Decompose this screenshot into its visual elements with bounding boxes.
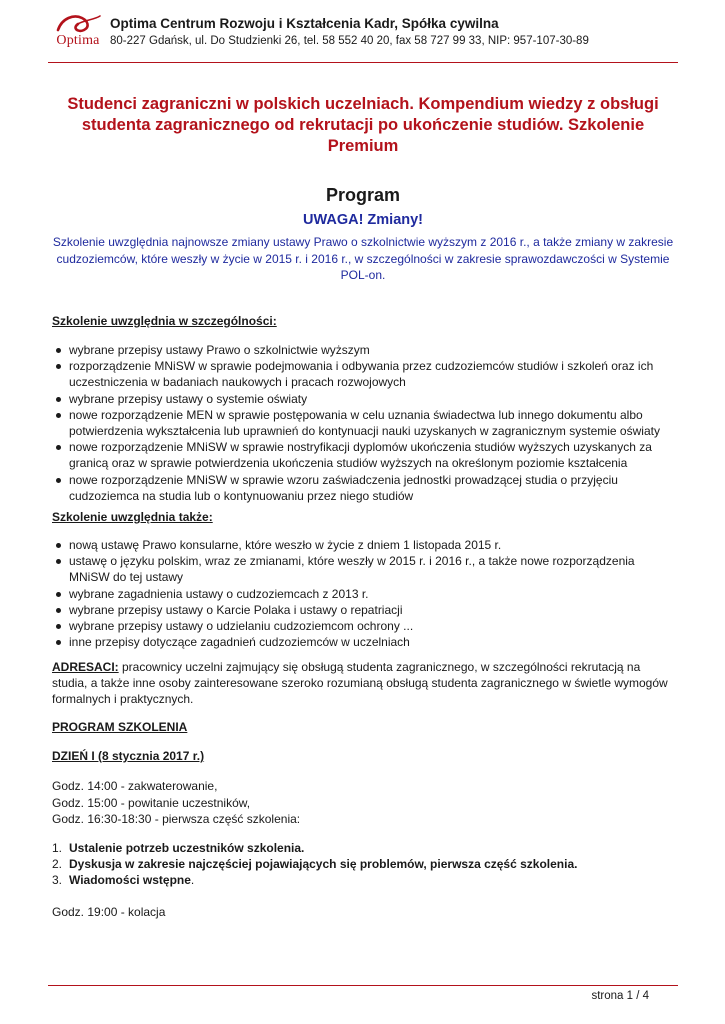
- step-text: Wiadomości wstępne: [69, 873, 191, 887]
- list-item: [52, 856, 577, 872]
- evening-schedule: Godz. 19:00 - kolacja: [52, 905, 166, 919]
- page-number: strona 1 / 4: [591, 990, 649, 1002]
- list-item: wybrane przepisy ustawy o udzielaniu cudzoziemcom ochrony ...: [52, 618, 674, 634]
- section1-heading: Szkolenie uwzględnia w szczególności:: [52, 314, 277, 328]
- step-suffix: .: [190, 873, 195, 887]
- schedule-line: Godz. 15:00 - powitanie uczestników,: [52, 795, 251, 810]
- document-header: [48, 12, 678, 58]
- footer-divider: [48, 985, 678, 986]
- audience-text: pracownicy uczelni zajmujący się obsługą studenta zagranicznego, w szczególności rekrutacją na studia, a także inne osoby zainteresowane szeroko rozumianą obsługą studenta zagranicznego w świetle wymogów formalnych i praktycznych.: [52, 660, 668, 707]
- section2-heading: Szkolenie uwzględnia także:: [52, 510, 213, 524]
- document-title: Studenci zagraniczni w polskich uczelniach. Kompendium wiedzy z obsługi studenta zagranicznego od rekrutacji po ukończenie studiów. Szkolenie Premium: [67, 95, 659, 155]
- list-item: wybrane zagadnienia ustawy o cudzoziemcach z 2013 r.: [52, 586, 674, 602]
- list-item: wybrane przepisy ustawy o Karcie Polaka i ustawy o repatriacji: [52, 602, 674, 618]
- list-item: nowe rozporządzenie MNiSW w sprawie wzoru zaświadczenia jednostki prowadzącej studia o przyjęciu cudzoziemca na studia lub o kontynuowaniu przez niego studiów: [52, 472, 674, 504]
- notice-text: Szkolenie uwzględnia najnowsze zmiany ustawy Prawo o szkolnictwie wyższym z 2016 r., a także zmiany w zakresie cudzoziemców, które weszły w życie w 2015 r. i 2016 r., w szczególności w zakresie sprawozdawczości w Systemie POL-on.: [52, 235, 674, 282]
- notice-heading: UWAGA! Zmiany!: [302, 212, 424, 228]
- audience-paragraph: [52, 659, 674, 708]
- section2-list: [52, 537, 674, 650]
- step-number: 1.: [52, 841, 63, 855]
- day1-heading: DZIEŃ I (8 stycznia 2017 r.): [52, 749, 205, 763]
- step-text: Ustalenie potrzeb uczestników szkolenia.: [69, 841, 305, 855]
- list-item: ustawę o języku polskim, wraz ze zmianami, które weszły w 2015 r. i 2016 r., a także nowe rozporządzenia MNiSW do tej ustawy: [52, 553, 674, 585]
- schedule-line: Godz. 14:00 - zakwaterowanie,: [52, 779, 218, 793]
- program-heading: Program: [325, 185, 401, 205]
- list-item: [52, 872, 577, 888]
- step-text: Dyskusja w zakresie najczęściej pojawiających się problemów, pierwsza część szkolenia.: [69, 857, 578, 871]
- company-logo: [48, 12, 106, 58]
- program-section-heading: PROGRAM SZKOLENIA: [52, 720, 188, 734]
- day1-steps: [52, 840, 577, 888]
- schedule-line: Godz. 16:30-18:30 - pierwsza część szkolenia:: [52, 812, 301, 826]
- list-item: [52, 840, 577, 856]
- company-name: Optima Centrum Rozwoju i Kształcenia Kadr, Spółka cywilna: [110, 16, 499, 31]
- list-item: nowe rozporządzenie MNiSW w sprawie nostryfikacji dyplomów ukończenia studiów wyższych uzyskanych za granicą oraz w sprawie potwierdzenia ukończenia studiów wyższych na określonym poziomie kształcenia: [52, 439, 674, 471]
- header-divider: [48, 62, 678, 63]
- section1-list: [52, 342, 674, 504]
- list-item: rozporządzenie MNiSW w sprawie podejmowania i odbywania przez cudzoziemców studiów i szkoleń oraz ich uczestniczenia w badaniach naukowych i pracach rozwojowych: [52, 358, 674, 390]
- step-number: 2.: [52, 857, 63, 871]
- day1-schedule: [52, 778, 300, 828]
- audience-label: ADRESACI:: [52, 660, 119, 674]
- logo-wordmark: Optima: [56, 33, 100, 48]
- step-number: 3.: [52, 873, 63, 887]
- list-item: wybrane przepisy ustawy Prawo o szkolnictwie wyższym: [52, 342, 674, 358]
- list-item: nowe rozporządzenie MEN w sprawie postępowania w celu uznania świadectwa lub innego dokumentu albo potwierdzenia wykształcenia lub uprawnień do kontynuacji nauki uzyskanych w zagranicznym systemie oświaty: [52, 407, 674, 439]
- list-item: nową ustawę Prawo konsularne, które weszło w życie z dniem 1 listopada 2015 r.: [52, 537, 674, 553]
- list-item: wybrane przepisy ustawy o systemie oświaty: [52, 391, 674, 407]
- list-item: inne przepisy dotyczące zagadnień cudzoziemców w uczelniach: [52, 634, 674, 650]
- company-address: 80-227 Gdańsk, ul. Do Studzienki 26, tel. 58 552 40 20, fax 58 727 99 33, NIP: 957-107-30-89: [110, 35, 589, 47]
